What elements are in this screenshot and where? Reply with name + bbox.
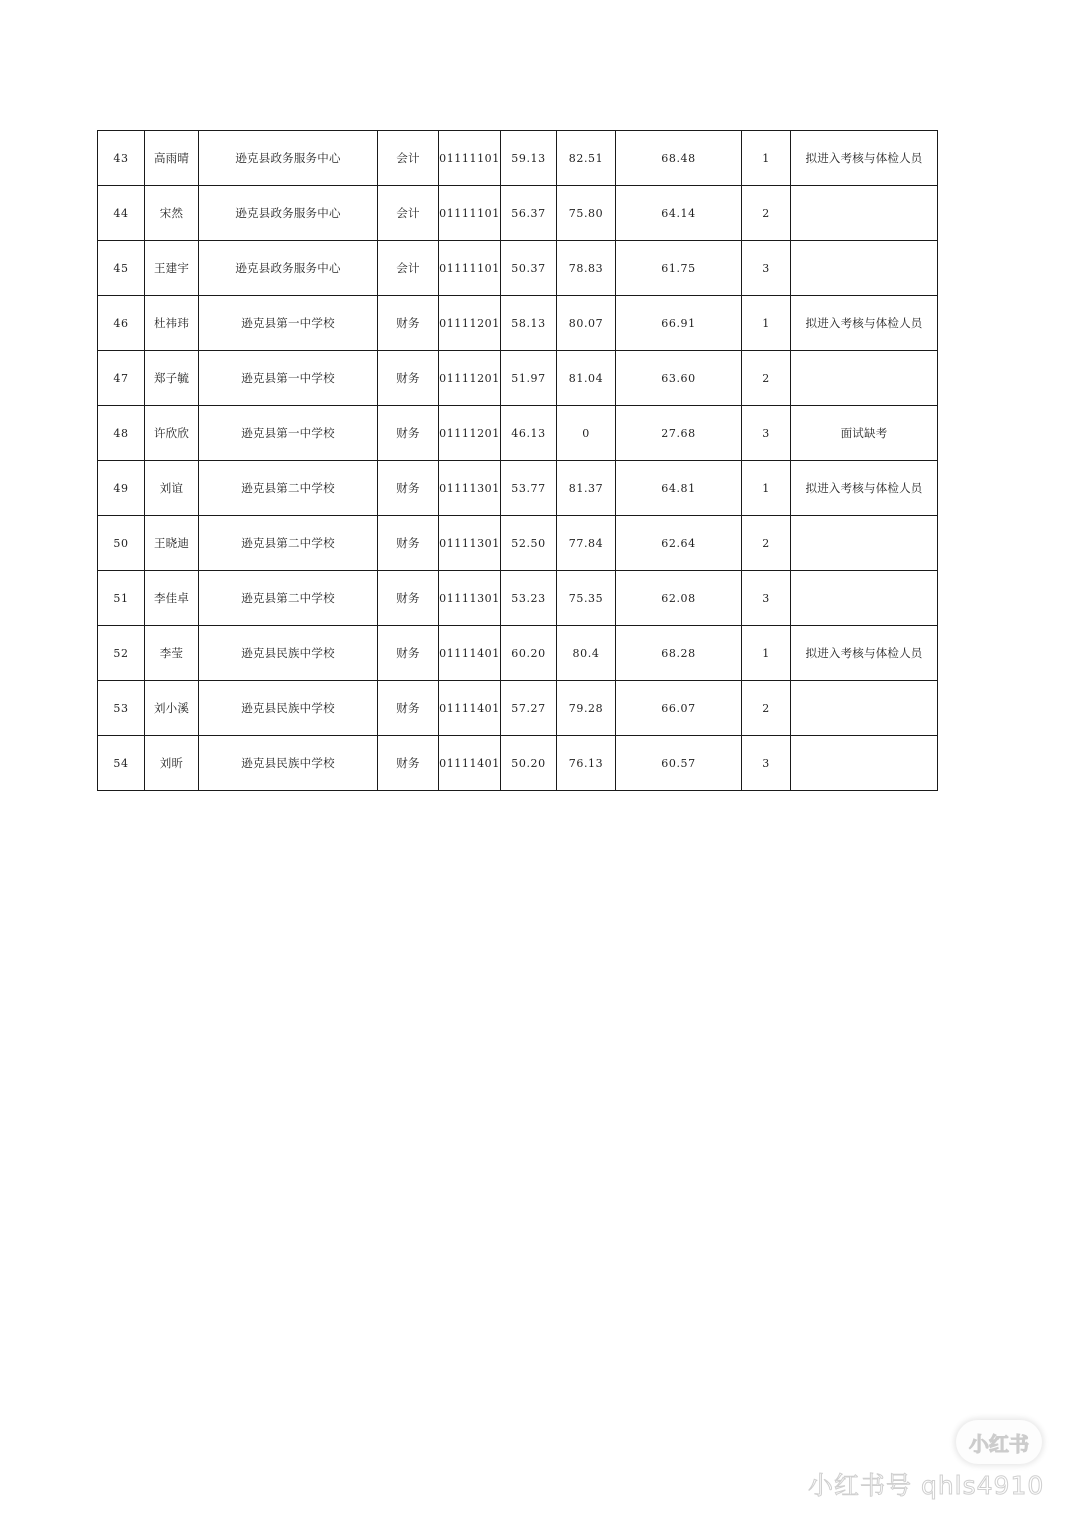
unit-cell: 逊克县民族中学校 — [199, 736, 378, 791]
name-cell: 李佳卓 — [145, 571, 199, 626]
unit-cell: 逊克县第二中学校 — [199, 571, 378, 626]
row-number-cell: 49 — [98, 461, 145, 516]
note-cell — [791, 351, 938, 406]
written-score-cell: 50.20 — [501, 736, 557, 791]
unit-cell: 逊克县第二中学校 — [199, 461, 378, 516]
interview-score-cell: 75.80 — [557, 186, 616, 241]
post-cell: 会计 — [378, 241, 439, 296]
row-number-cell: 53 — [98, 681, 145, 736]
note-cell: 面试缺考 — [791, 406, 938, 461]
rank-cell: 3 — [742, 406, 791, 461]
written-score-cell: 58.13 — [501, 296, 557, 351]
interview-score-cell: 77.84 — [557, 516, 616, 571]
xiaohongshu-logo — [956, 1420, 1042, 1464]
unit-cell: 逊克县第一中学校 — [199, 351, 378, 406]
name-cell: 高雨晴 — [145, 131, 199, 186]
written-score-cell: 60.20 — [501, 626, 557, 681]
name-cell: 刘谊 — [145, 461, 199, 516]
written-score-cell: 46.13 — [501, 406, 557, 461]
rank-cell: 3 — [742, 736, 791, 791]
total-score-cell: 68.28 — [616, 626, 742, 681]
post-code-cell: 01111401 — [439, 736, 501, 791]
unit-cell: 逊克县政务服务中心 — [199, 241, 378, 296]
written-score-cell: 50.37 — [501, 241, 557, 296]
note-cell: 拟进入考核与体检人员 — [791, 461, 938, 516]
interview-score-cell: 75.35 — [557, 571, 616, 626]
interview-score-cell: 81.04 — [557, 351, 616, 406]
unit-cell: 逊克县政务服务中心 — [199, 186, 378, 241]
rank-cell: 1 — [742, 461, 791, 516]
name-cell: 杜祎玮 — [145, 296, 199, 351]
table-row — [98, 571, 938, 626]
total-score-cell: 62.64 — [616, 516, 742, 571]
total-score-cell: 64.81 — [616, 461, 742, 516]
logo-text: 小红书 — [969, 1431, 1029, 1456]
interview-score-cell: 80.07 — [557, 296, 616, 351]
total-score-cell: 64.14 — [616, 186, 742, 241]
interview-score-cell: 81.37 — [557, 461, 616, 516]
written-score-cell: 57.27 — [501, 681, 557, 736]
total-score-cell: 63.60 — [616, 351, 742, 406]
row-number-cell: 48 — [98, 406, 145, 461]
post-code-cell: 01111401 — [439, 681, 501, 736]
post-cell: 财务 — [378, 736, 439, 791]
post-code-cell: 01111101 — [439, 186, 501, 241]
note-cell — [791, 241, 938, 296]
post-code-cell: 01111201 — [439, 351, 501, 406]
table-row — [98, 131, 938, 186]
post-code-cell: 01111301 — [439, 461, 501, 516]
row-number-cell: 52 — [98, 626, 145, 681]
note-cell: 拟进入考核与体检人员 — [791, 131, 938, 186]
name-cell: 李莹 — [145, 626, 199, 681]
name-cell: 王建宇 — [145, 241, 199, 296]
rank-cell: 2 — [742, 186, 791, 241]
unit-cell: 逊克县民族中学校 — [199, 681, 378, 736]
table-row — [98, 461, 938, 516]
written-score-cell: 53.77 — [501, 461, 557, 516]
written-score-cell: 59.13 — [501, 131, 557, 186]
table-row — [98, 296, 938, 351]
table-row — [98, 406, 938, 461]
note-cell: 拟进入考核与体检人员 — [791, 626, 938, 681]
rank-cell: 2 — [742, 681, 791, 736]
row-number-cell: 54 — [98, 736, 145, 791]
total-score-cell: 61.75 — [616, 241, 742, 296]
unit-cell: 逊克县第一中学校 — [199, 296, 378, 351]
unit-cell: 逊克县政务服务中心 — [199, 131, 378, 186]
watermark-account: 小红书号 qhls4910 — [808, 1471, 1045, 1500]
rank-cell: 3 — [742, 571, 791, 626]
note-cell — [791, 571, 938, 626]
post-code-cell: 01111101 — [439, 131, 501, 186]
post-code-cell: 01111401 — [439, 626, 501, 681]
interview-score-cell: 80.4 — [557, 626, 616, 681]
row-number-cell: 47 — [98, 351, 145, 406]
written-score-cell: 51.97 — [501, 351, 557, 406]
post-cell: 财务 — [378, 461, 439, 516]
results-table — [97, 130, 938, 791]
table-row — [98, 736, 938, 791]
post-code-cell: 01111201 — [439, 406, 501, 461]
interview-score-cell: 0 — [557, 406, 616, 461]
total-score-cell: 60.57 — [616, 736, 742, 791]
written-score-cell: 52.50 — [501, 516, 557, 571]
post-cell: 财务 — [378, 626, 439, 681]
table-row — [98, 351, 938, 406]
post-cell: 财务 — [378, 406, 439, 461]
total-score-cell: 27.68 — [616, 406, 742, 461]
post-cell: 会计 — [378, 186, 439, 241]
note-cell — [791, 736, 938, 791]
table-row — [98, 241, 938, 296]
total-score-cell: 62.08 — [616, 571, 742, 626]
name-cell: 刘昕 — [145, 736, 199, 791]
post-cell: 财务 — [378, 571, 439, 626]
name-cell: 刘小溪 — [145, 681, 199, 736]
post-cell: 财务 — [378, 681, 439, 736]
rank-cell: 1 — [742, 131, 791, 186]
rank-cell: 2 — [742, 516, 791, 571]
written-score-cell: 56.37 — [501, 186, 557, 241]
rank-cell: 2 — [742, 351, 791, 406]
interview-score-cell: 82.51 — [557, 131, 616, 186]
row-number-cell: 51 — [98, 571, 145, 626]
name-cell: 许欣欣 — [145, 406, 199, 461]
row-number-cell: 46 — [98, 296, 145, 351]
table-row — [98, 186, 938, 241]
post-cell: 财务 — [378, 296, 439, 351]
unit-cell: 逊克县民族中学校 — [199, 626, 378, 681]
post-code-cell: 01111301 — [439, 571, 501, 626]
table-row — [98, 516, 938, 571]
row-number-cell: 45 — [98, 241, 145, 296]
row-number-cell: 43 — [98, 131, 145, 186]
total-score-cell: 66.07 — [616, 681, 742, 736]
table-row — [98, 681, 938, 736]
unit-cell: 逊克县第一中学校 — [199, 406, 378, 461]
post-cell: 财务 — [378, 351, 439, 406]
post-code-cell: 01111301 — [439, 516, 501, 571]
total-score-cell: 68.48 — [616, 131, 742, 186]
unit-cell: 逊克县第二中学校 — [199, 516, 378, 571]
rank-cell: 3 — [742, 241, 791, 296]
name-cell: 王晓迪 — [145, 516, 199, 571]
name-cell: 宋然 — [145, 186, 199, 241]
row-number-cell: 50 — [98, 516, 145, 571]
note-cell — [791, 186, 938, 241]
note-cell — [791, 516, 938, 571]
interview-score-cell: 76.13 — [557, 736, 616, 791]
rank-cell: 1 — [742, 626, 791, 681]
table-body — [98, 131, 938, 791]
post-cell: 财务 — [378, 516, 439, 571]
total-score-cell: 66.91 — [616, 296, 742, 351]
written-score-cell: 53.23 — [501, 571, 557, 626]
post-code-cell: 01111201 — [439, 296, 501, 351]
name-cell: 郑子毓 — [145, 351, 199, 406]
interview-score-cell: 78.83 — [557, 241, 616, 296]
post-cell: 会计 — [378, 131, 439, 186]
rank-cell: 1 — [742, 296, 791, 351]
note-cell — [791, 681, 938, 736]
post-code-cell: 01111101 — [439, 241, 501, 296]
row-number-cell: 44 — [98, 186, 145, 241]
table-row — [98, 626, 938, 681]
note-cell: 拟进入考核与体检人员 — [791, 296, 938, 351]
interview-score-cell: 79.28 — [557, 681, 616, 736]
